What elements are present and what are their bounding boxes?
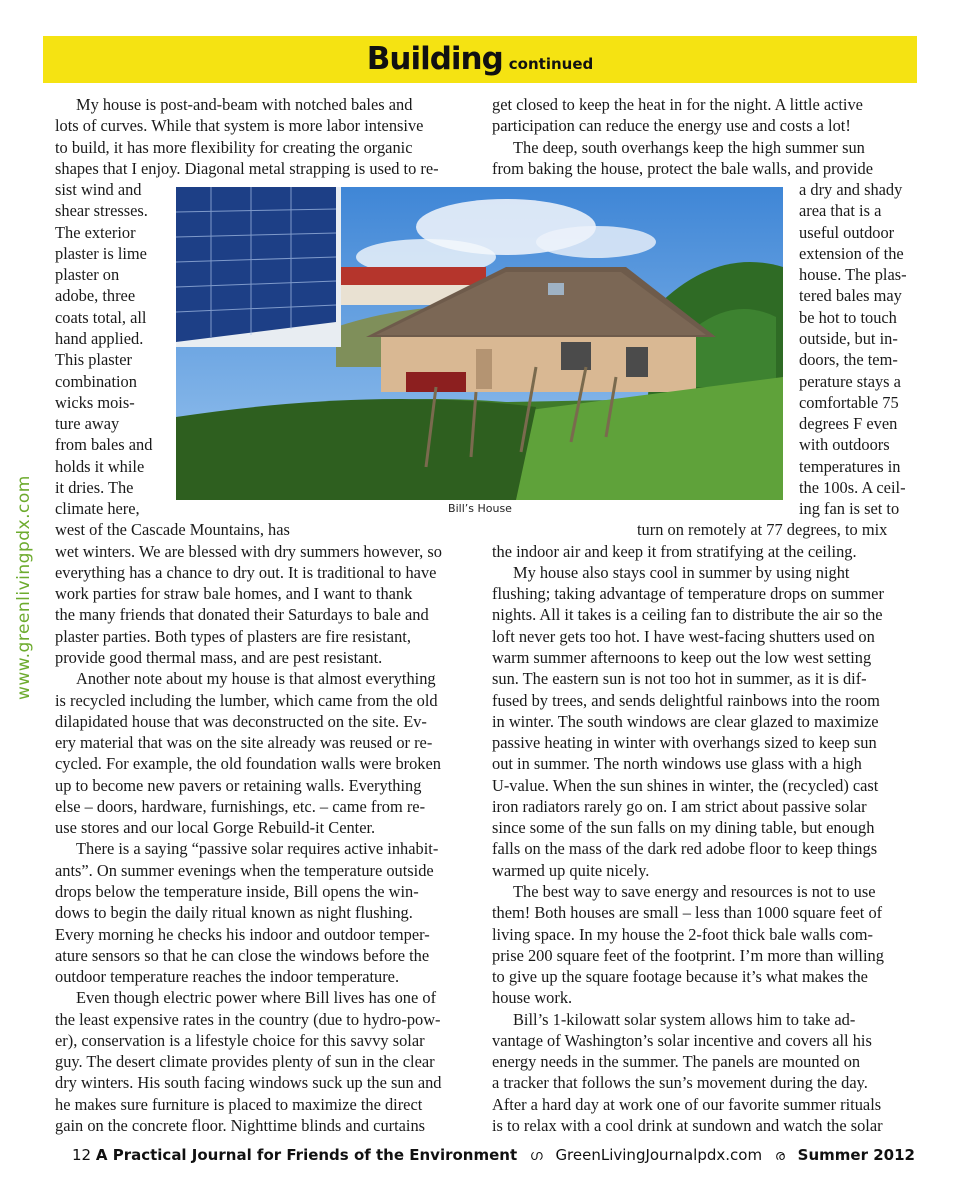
text-line: dry winters. His south facing windows suck up the sun and — [55, 1073, 442, 1093]
text-line: a dry and shady — [799, 180, 903, 200]
text-line: The best way to save energy and resources is not to use — [513, 881, 876, 901]
text-line: the 100s. A ceil- — [799, 477, 906, 497]
text-line: This plaster — [55, 350, 132, 370]
text-line: participation can reduce the energy use and costs a lot! — [492, 116, 851, 136]
text-line: After a hard day at work one of our favorite summer rituals — [492, 1094, 882, 1114]
text-line: lots of curves. While that system is more labor intensive — [55, 116, 424, 136]
text-line: from baking the house, protect the bale walls, and provide — [492, 158, 873, 178]
page-footer — [72, 1146, 915, 1164]
text-line: nights. All it takes is a ceiling fan to distribute the air so the — [492, 605, 883, 625]
text-line: wicks mois- — [55, 392, 135, 412]
photo-caption: Bill’s House — [448, 502, 512, 515]
text-line: living space. In my house the 2-foot thick bale walls com- — [492, 924, 873, 944]
text-line: degrees F even — [799, 414, 898, 434]
text-line: ants”. On summer evenings when the temperature outside — [55, 860, 434, 880]
text-line: There is a saying “passive solar requires active inhabit- — [76, 839, 439, 859]
text-line: shapes that I enjoy. Diagonal metal strapping is used to re- — [55, 158, 439, 178]
text-line: the least expensive rates in the country (due to hydro-pow- — [55, 1009, 441, 1029]
text-line: else – doors, hardware, furnishings, etc. – came from re- — [55, 796, 426, 816]
text-line: Another note about my house is that almost everything — [76, 669, 436, 689]
text-line: dows to begin the daily ritual known as night flushing. — [55, 903, 413, 923]
text-line: vantage of Washington’s solar incentive and covers all his — [492, 1030, 872, 1050]
text-line: use stores and our local Gorge Rebuild-it Center. — [55, 818, 376, 838]
text-line: the many friends that donated their Saturdays to bale and — [55, 605, 429, 625]
text-line: he makes sure furniture is placed to maximize the direct — [55, 1094, 423, 1114]
ornament-icon: ര — [774, 1148, 785, 1164]
text-line: out in summer. The north windows use glass with a high — [492, 754, 862, 774]
text-line: dilapidated house that was deconstructed on the site. Ev- — [55, 711, 427, 731]
text-line: The deep, south overhangs keep the high summer sun — [513, 137, 865, 157]
text-line: from bales and — [55, 435, 153, 455]
text-line: adobe, three — [55, 286, 136, 306]
house-photo-illustration — [176, 187, 783, 500]
issue-date: Summer 2012 — [797, 1146, 915, 1164]
text-line: comfortable 75 — [799, 392, 899, 412]
text-line: coats total, all — [55, 307, 147, 327]
text-line: perature stays a — [799, 371, 901, 391]
text-line: My house also stays cool in summer by using night — [513, 562, 850, 582]
text-line: er), conservation is a lifestyle choice for this savvy solar — [55, 1030, 425, 1050]
text-line: everything has a chance to dry out. It is traditional to have — [55, 562, 437, 582]
journal-url[interactable]: GreenLivingJournalpdx.com — [555, 1146, 763, 1164]
text-line: iron radiators rarely go on. I am strict about passive solar — [492, 796, 867, 816]
text-line: gain on the concrete floor. Nighttime blinds and curtains — [55, 1115, 426, 1135]
text-line: loft never gets too hot. I have west-facing shutters used on — [492, 626, 875, 646]
text-line: tered bales may — [799, 286, 902, 306]
journal-name: A Practical Journal for Friends of the Environment — [95, 1146, 518, 1164]
text-line: ing fan is set to — [799, 499, 900, 519]
text-line: sist wind and — [55, 180, 142, 200]
text-line: Bill’s 1-kilowatt solar system allows him to take ad- — [513, 1009, 856, 1029]
text-line: U-value. When the sun shines in winter, the (recycled) cast — [492, 775, 879, 795]
text-line: useful outdoor — [799, 222, 895, 242]
text-line: west of the Cascade Mountains, has — [55, 520, 290, 540]
page-number: 12 — [72, 1146, 92, 1164]
text-line: turn on remotely at 77 degrees, to mix — [637, 520, 888, 540]
text-line: plaster is lime — [55, 243, 147, 263]
text-line: is to relax with a cool drink at sundown and watch the solar — [492, 1115, 883, 1135]
text-line: extension of the — [799, 243, 904, 263]
text-line: guy. The desert climate provides plenty of sun in the clear — [55, 1052, 435, 1072]
text-line: doors, the tem- — [799, 350, 898, 370]
text-line: be hot to touch — [799, 307, 897, 327]
text-line: passive heating in winter with overhangs sized to keep sun — [492, 733, 877, 753]
text-line: falls on the mass of the dark red adobe floor to keep things — [492, 839, 878, 859]
text-line: temperatures in — [799, 456, 901, 476]
text-line: to build, it has more flexibility for creating the organic — [55, 137, 413, 157]
text-line: area that is a — [799, 201, 882, 221]
text-line: outside, but in- — [799, 328, 898, 348]
text-line: energy needs in the summer. The panels are mounted on — [492, 1052, 861, 1072]
text-line: wet winters. We are blessed with dry summers however, so — [55, 541, 442, 561]
section-subtitle: continued — [508, 55, 594, 73]
text-line: ture away — [55, 414, 120, 434]
text-line: them! Both houses are small – less than 1000 square feet of — [492, 903, 883, 923]
section-title: Building — [366, 41, 503, 77]
text-line: plaster parties. Both types of plasters are fire resistant, — [55, 626, 411, 646]
text-line: cycled. For example, the old foundation walls were broken — [55, 754, 441, 774]
text-line: it dries. The — [55, 477, 134, 497]
text-line: drops below the temperature inside, Bill opens the win- — [55, 881, 419, 901]
text-line: house work. — [492, 988, 573, 1008]
text-line: Every morning he checks his indoor and outdoor temper- — [55, 924, 430, 944]
text-line: warm summer afternoons to keep out the low west setting — [492, 648, 872, 668]
text-line: climate here, — [55, 499, 140, 519]
text-line: ature sensors so that he can close the windows before the — [55, 945, 430, 965]
text-line: plaster on — [55, 265, 120, 285]
sidebar-url[interactable]: www.greenlivingpdx.com — [14, 475, 34, 700]
text-line: My house is post-and-beam with notched bales and — [76, 95, 413, 114]
text-line: with outdoors — [799, 435, 890, 455]
text-line: is recycled including the lumber, which came from the old — [55, 690, 438, 710]
text-line: fused by trees, and sends delightful rainbows into the room — [492, 690, 880, 710]
text-line: The exterior — [55, 222, 136, 242]
text-line: warmed up quite nicely. — [492, 860, 650, 880]
text-line: ery material that was on the site already was reused or re- — [55, 733, 433, 753]
text-line: a tracker that follows the sun’s movement during the day. — [492, 1073, 868, 1093]
text-line: to give up the square footage because it’s what makes the — [492, 967, 868, 987]
text-line: prise 200 square feet of the footprint. I’m more than willing — [492, 945, 884, 965]
text-line: work parties for straw bale homes, and I want to thank — [55, 584, 413, 604]
text-line: flushing; taking advantage of temperature drops on summer — [492, 584, 884, 604]
ornament-icon: ഗ — [529, 1148, 543, 1164]
text-line: in winter. The south windows are clear glazed to maximize — [492, 711, 879, 731]
text-line: combination — [55, 371, 137, 391]
text-line: outdoor temperature reaches the indoor temperature. — [55, 967, 400, 987]
text-line: since some of the sun falls on my dining table, but enough — [492, 818, 875, 838]
text-line: the indoor air and keep it from stratifying at the ceiling. — [492, 541, 857, 561]
text-line: up to become new pavers or retaining walls. Everything — [55, 775, 422, 795]
house-photo — [176, 187, 783, 500]
section-header — [43, 36, 917, 83]
text-line: hand applied. — [55, 328, 144, 348]
text-line: sun. The eastern sun is not too hot in summer, as it is dif- — [492, 669, 867, 689]
text-line: holds it while — [55, 456, 145, 476]
text-line: house. The plas- — [799, 265, 907, 285]
text-line: Even though electric power where Bill lives has one of — [76, 988, 437, 1008]
text-line: get closed to keep the heat in for the night. A little active — [492, 95, 863, 114]
text-line: provide good thermal mass, and are pest resistant. — [55, 648, 383, 668]
text-line: shear stresses. — [55, 201, 148, 221]
